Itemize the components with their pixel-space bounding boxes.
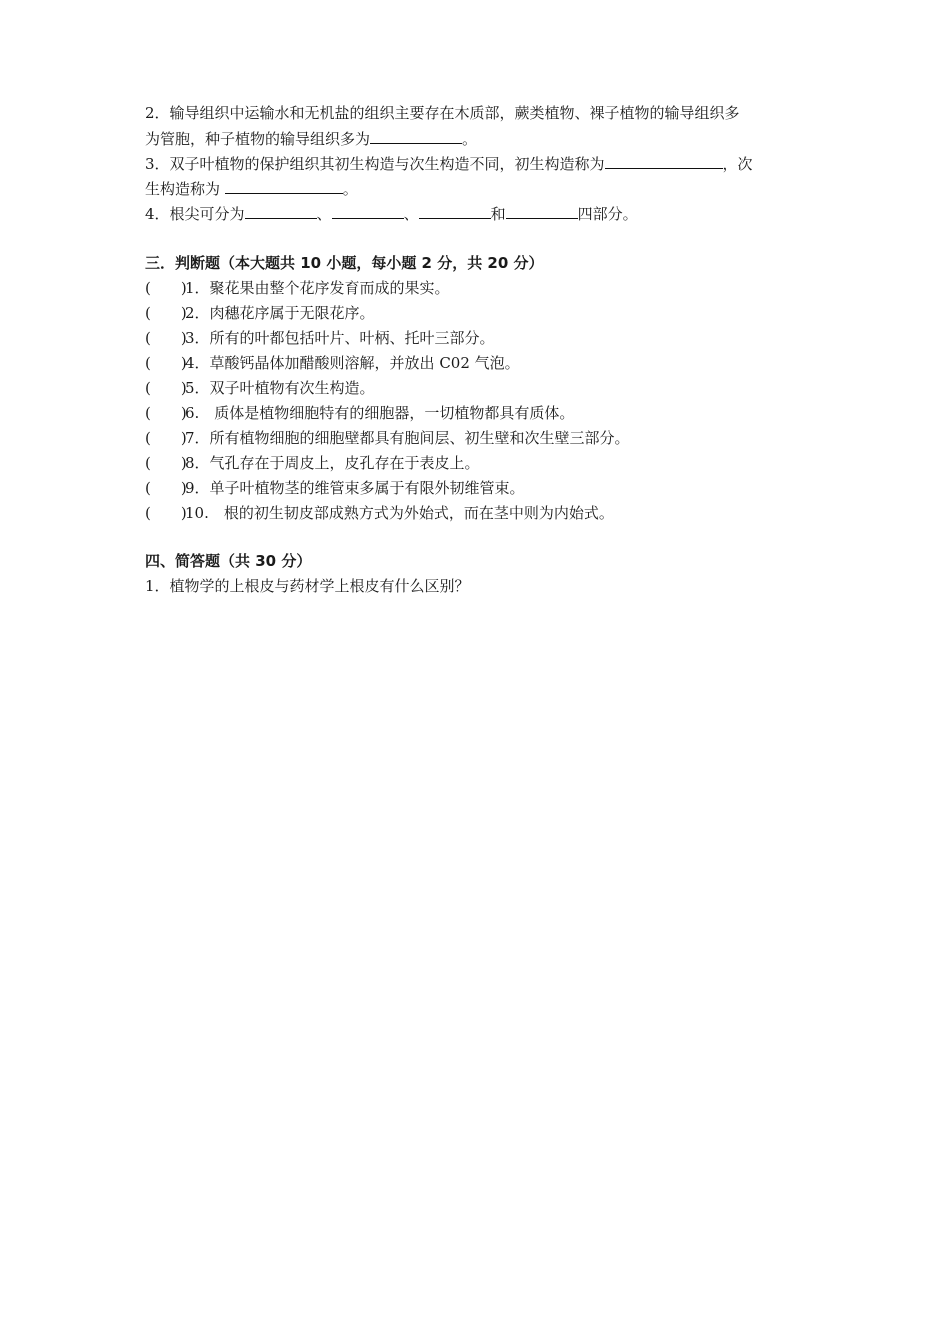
answer-blank[interactable] [419,201,491,219]
judge-item-text: 9．单子叶植物茎的维管束多属于有限外韧维管束。 [185,479,525,497]
judge-item-text: 5．双子叶植物有次生构造。 [185,379,375,397]
answer-paren[interactable]: ( ) [145,354,187,372]
judge-item-text: 4．草酸钙晶体加醋酸则溶解，并放出 C02 气泡。 [185,354,520,372]
judge-item-text: 3．所有的叶都包括叶片、叶柄、托叶三部分。 [185,329,495,347]
short-answer-heading: 四、简答题（共 30 分） [145,552,312,570]
judge-item [145,401,815,426]
fill-in-section [145,101,815,226]
judge-item [145,326,815,351]
judge-item [145,426,815,451]
judge-item-text: 10. 根的初生韧皮部成熟方式为外始式，而在茎中则为内始式。 [185,504,614,522]
answer-paren[interactable]: ( ) [145,279,187,297]
judge-section [145,251,815,526]
judge-item-text: 2．肉穗花序属于无限花序。 [185,304,375,322]
answer-blank[interactable] [225,176,343,194]
judge-item-text: 7．所有植物细胞的细胞壁都具有胞间层、初生壁和次生壁三部分。 [185,429,630,447]
answer-paren[interactable]: ( ) [145,429,187,447]
answer-paren[interactable]: ( ) [145,404,187,422]
judge-list [145,276,815,526]
answer-paren[interactable]: ( ) [145,479,187,497]
judge-item [145,451,815,476]
judge-item [145,376,815,401]
judge-item [145,351,815,376]
short-answer-section [145,549,815,599]
short-answer-question-1: 1．植物学的上根皮与药材学上根皮有什么区别？ [145,577,470,595]
answer-paren[interactable]: ( ) [145,329,187,347]
question-4-line: 4．根尖可分为 、 、 和 四部分。 [145,201,815,226]
judge-item [145,501,815,526]
answer-paren[interactable]: ( ) [145,304,187,322]
judge-item-text: 6. 质体是植物细胞特有的细胞器，一切植物都具有质体。 [185,404,575,422]
judge-heading: 三．判断题（本大题共 10 小题，每小题 2 分，共 20 分） [145,254,544,272]
answer-paren[interactable]: ( ) [145,454,187,472]
judge-item-text: 1．聚花果由整个花序发育而成的果实。 [185,279,450,297]
answer-paren[interactable]: ( ) [145,504,187,522]
answer-blank[interactable] [332,201,404,219]
answer-paren[interactable]: ( ) [145,379,187,397]
answer-blank[interactable] [245,201,317,219]
question-2-line-2: 为管胞，种子植物的输导组织多为 。 [145,126,815,151]
judge-item [145,301,815,326]
question-2-text: 2．输导组织中运输水和无机盐的组织主要存在木质部，蕨类植物、裸子植物的输导组织多 [145,104,740,122]
question-2-line-1 [145,101,815,126]
answer-blank[interactable] [370,126,462,144]
judge-item [145,476,815,501]
answer-blank[interactable] [605,151,723,169]
answer-blank[interactable] [506,201,578,219]
judge-item [145,276,815,301]
question-3-line-1: 3．双子叶植物的保护组织其初生构造与次生构造不同，初生构造称为 ，次 [145,151,815,176]
judge-item-text: 8．气孔存在于周皮上，皮孔存在于表皮上。 [185,454,480,472]
question-3-line-2: 生构造称为 。 [145,176,815,201]
